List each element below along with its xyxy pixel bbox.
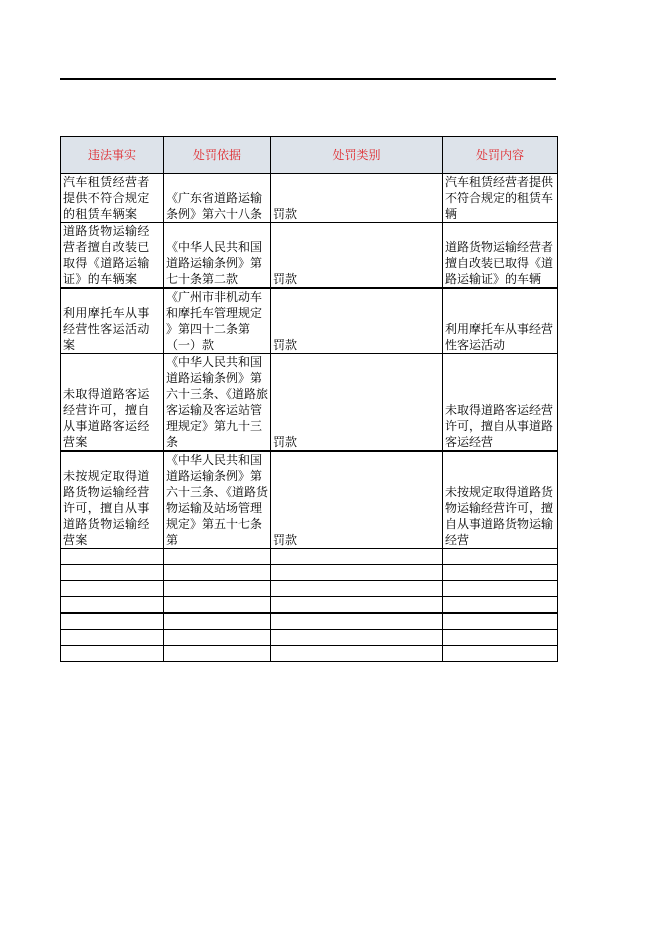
cell-category: 罚款 [271, 354, 443, 452]
header-fact: 违法事实 [61, 137, 164, 174]
empty-cell [271, 630, 443, 646]
header-category: 处罚类别 [271, 137, 443, 174]
empty-cell [164, 581, 271, 597]
empty-cell [271, 581, 443, 597]
empty-cell [271, 646, 443, 662]
cell-fact: 利用摩托车从事经营性客运活动案 [61, 288, 164, 354]
top-rule [60, 78, 556, 80]
empty-row [61, 613, 558, 630]
cell-category: 罚款 [271, 223, 443, 289]
cell-basis: 《广州市非机动车和摩托车管理规定 》第四十二条第（一）款 [164, 288, 271, 354]
empty-cell [271, 597, 443, 614]
empty-cell [443, 581, 558, 597]
cell-content: 未按规定取得道路货物运输经营许可，擅自从事道路货物运输经营 [443, 451, 558, 549]
cell-category: 罚款 [271, 451, 443, 549]
empty-cell [61, 597, 164, 614]
empty-cell [271, 565, 443, 581]
empty-cell [271, 613, 443, 630]
table-row [61, 451, 558, 549]
empty-cell [443, 630, 558, 646]
cell-category: 罚款 [271, 174, 443, 223]
cell-basis: 《中华人民共和国道路运输条例》第六十三条、《道路货物运输及站场管理规定》第五十七条第 [164, 451, 271, 549]
cell-content: 汽车租赁经营者提供不符合规定的租赁车辆 [443, 174, 558, 223]
empty-cell [164, 630, 271, 646]
table-row [61, 288, 558, 354]
cell-fact: 未取得道路客运经营许可，擅自从事道路客运经营案 [61, 354, 164, 452]
table-row [61, 174, 558, 223]
empty-cell [443, 646, 558, 662]
cell-basis: 《中华人民共和国道路运输条例》第七十条第二款 [164, 223, 271, 289]
empty-cell [61, 646, 164, 662]
cell-basis: 《广东省道路运输条例》第六十八条 [164, 174, 271, 223]
empty-cell [61, 549, 164, 565]
empty-row [61, 630, 558, 646]
penalty-table [60, 136, 558, 662]
header-row [61, 137, 558, 174]
cell-category: 罚款 [271, 288, 443, 354]
empty-cell [164, 646, 271, 662]
cell-basis: 《中华人民共和国道路运输条例》第六十三条、《道路旅客运输及客运站管理规定》第九十三条 [164, 354, 271, 452]
table-row [61, 354, 558, 452]
cell-fact: 道路货物运输经营者擅自改装已取得《道路运输证》的车辆案 [61, 223, 164, 289]
cell-fact: 未按规定取得道路货物运输经营许可，擅自从事道路货物运输经营案 [61, 451, 164, 549]
empty-cell [164, 597, 271, 614]
cell-fact: 汽车租赁经营者提供不符合规定的租赁车辆案 [61, 174, 164, 223]
empty-cell [443, 549, 558, 565]
empty-cell [61, 565, 164, 581]
empty-cell [443, 613, 558, 630]
cell-content: 未取得道路客运经营许可，擅自从事道路客运经营 [443, 354, 558, 452]
empty-cell [443, 597, 558, 614]
empty-cell [271, 549, 443, 565]
empty-cell [443, 565, 558, 581]
empty-row [61, 565, 558, 581]
table-row [61, 223, 558, 289]
cell-content: 利用摩托车从事经营性客运活动 [443, 288, 558, 354]
empty-cell [61, 630, 164, 646]
empty-cell [61, 613, 164, 630]
empty-cell [61, 581, 164, 597]
empty-row [61, 597, 558, 614]
header-content: 处罚内容 [443, 137, 558, 174]
header-basis: 处罚依据 [164, 137, 271, 174]
empty-row [61, 549, 558, 565]
empty-row [61, 646, 558, 662]
empty-cell [164, 565, 271, 581]
empty-cell [164, 549, 271, 565]
empty-row [61, 581, 558, 597]
cell-content: 道路货物运输经营者擅自改装已取得《道路运输证》的车辆 [443, 223, 558, 289]
empty-cell [164, 613, 271, 630]
